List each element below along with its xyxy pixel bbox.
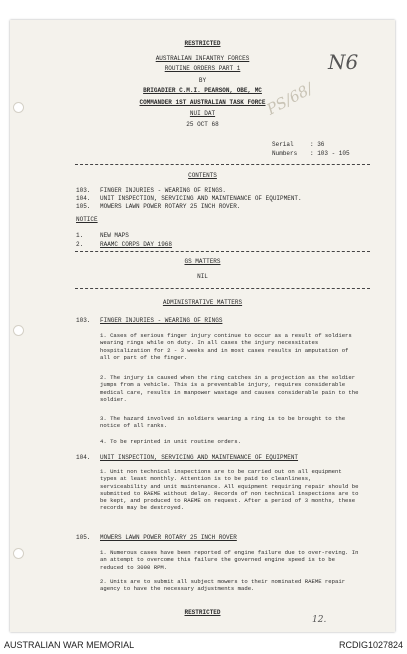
document-page: [10, 20, 395, 632]
by-label: BY: [198, 77, 207, 84]
notice-item: NEW MAPS: [100, 232, 129, 239]
location: NUI DAT: [189, 110, 216, 117]
admin-heading: ADMINISTRATIVE MATTERS: [162, 299, 243, 306]
paragraph: 2. The injury is caused when the ring catches in a projection as the soldier jumps from a vehicle. This is a preventable injury, requires considerable medical care, results in manpower wastage and causes considerable pain to the soldier.: [100, 374, 359, 403]
archive-id: RCDIG1027824: [338, 640, 403, 650]
paragraph: 1. Numerous cases have been reported of engine failure due to over-reving. In an attempt to overcome this failure the governed engine speed is to be reduced to 3000 RPM.: [100, 549, 359, 571]
contents-item: MOWERS LAWN POWER ROTARY 25 INCH ROVER.: [100, 203, 241, 210]
section-title: MOWERS LAWN POWER ROTARY 25 INCH ROVER: [100, 534, 237, 541]
orders-title: ROUTINE ORDERS PART 1: [164, 65, 241, 72]
divider: [75, 288, 370, 289]
gs-matters-body: NIL: [197, 273, 208, 280]
classification-bottom: RESTRICTED: [184, 609, 221, 616]
handwritten-annotation: N6: [328, 50, 359, 74]
contents-num: 104.: [76, 195, 91, 202]
contents-num: 105.: [76, 203, 91, 210]
unit-name: AUSTRALIAN INFANTRY FORCES: [155, 55, 250, 62]
author: BRIGADIER C.M.I. PEARSON, OBE, MC: [143, 87, 262, 94]
section-number: 104.: [76, 454, 91, 461]
paragraph: 4. To be reprinted in unit routine orders.: [100, 438, 241, 445]
paragraph: 3. The hazard involved in soldiers wearing a ring is to be brought to the notice of all ranks.: [100, 415, 346, 430]
contents-item: FINGER INJURIES - WEARING OF RINGS.: [100, 187, 227, 194]
divider: [75, 251, 370, 252]
divider: [75, 164, 370, 165]
section-title: FINGER INJURIES - WEARING OF RINGS: [100, 317, 223, 324]
paragraph: 1. Cases of serious finger injury continue to occur as a result of soldiers wearing rings while on duty. In all cases the injury necessitates hospitalization for 2 - 3 weeks and in most cases results in amputation of all or part of the finger.: [100, 332, 352, 361]
section-title: UNIT INSPECTION, SERVICING AND MAINTENANCE OF EQUIPMENT: [100, 454, 299, 461]
author-position: COMMANDER 1ST AUSTRALIAN TASK FORCE: [139, 99, 266, 106]
punch-hole: [13, 548, 24, 559]
contents-heading: CONTENTS: [188, 172, 217, 179]
notice-item: RAAMC CORPS DAY 1968: [100, 241, 173, 248]
gs-matters-heading: GS MATTERS: [184, 258, 221, 265]
paragraph: 1. Unit non technical inspections are to be carried out on all equipment types at least monthly. Attention is to be paid to cleanliness, serviceability and unit maintenance. All equipment requiring repair should be submitted to RAEME without delay. Records of non technical inspections are to be kept, and produced to RAEME on request. After a period of 3 months, these records may be destroyed.: [100, 468, 359, 512]
section-number: 105.: [76, 534, 91, 541]
serial-label: Serial: [272, 141, 294, 148]
order-date: 25 OCT 68: [186, 121, 219, 128]
notice-num: 1.: [76, 232, 84, 239]
punch-hole: [13, 325, 24, 336]
classification-top: RESTRICTED: [184, 40, 221, 47]
section-number: 103.: [76, 317, 91, 324]
serial-value: : 36: [310, 141, 325, 148]
contents-item: UNIT INSPECTION, SERVICING AND MAINTENANCE OF EQUIPMENT.: [100, 195, 302, 202]
contents-num: 103.: [76, 187, 91, 194]
page-number-annotation: 12.: [312, 615, 327, 625]
numbers-label: Numbers: [272, 150, 298, 157]
notice-heading: NOTICE: [76, 216, 98, 223]
paragraph: 2. Units are to submit all subject mowers to their nominated RAEME repair agency to have the necessary adjustments made.: [100, 578, 346, 593]
archive-credit: AUSTRALIAN WAR MEMORIAL: [4, 640, 135, 650]
numbers-value: : 103 - 105: [310, 150, 350, 157]
notice-num: 2.: [76, 241, 84, 248]
faded-stamp: PS/68/: [263, 79, 316, 119]
